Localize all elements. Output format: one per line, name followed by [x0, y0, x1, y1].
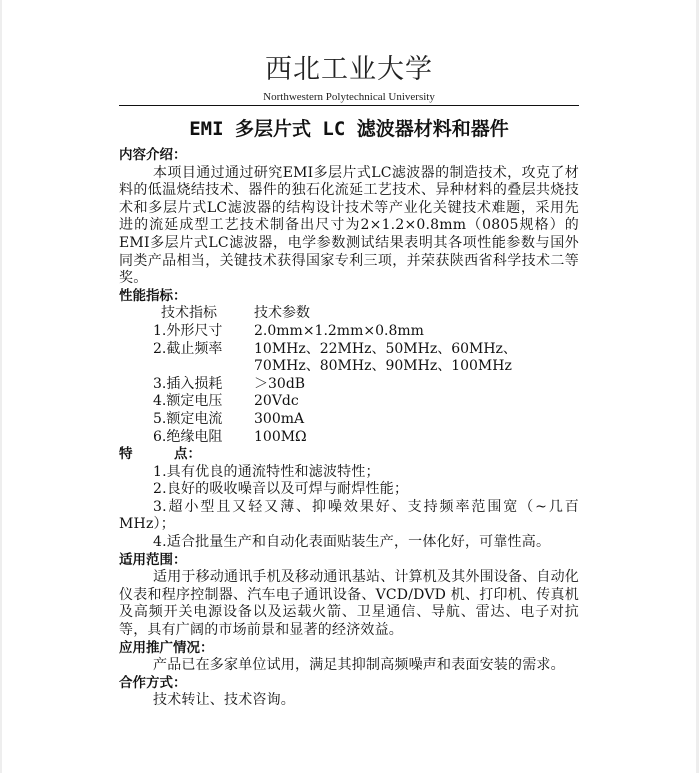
spec-row — [119, 376, 579, 394]
spec-value: 100MΩ — [254, 428, 307, 445]
features-heading-part-b: 点： — [174, 446, 201, 463]
features-heading — [119, 446, 579, 464]
university-name-cn: 西北工业大学 — [265, 54, 433, 85]
specs-heading: 性能指标： — [119, 287, 187, 304]
spec-value: 70MHz、80MHz、90MHz、100MHz — [254, 358, 512, 375]
scope-paragraph: 适用于移动通讯手机及移动通讯基站、计算机及其外围设备、自动化仪表和程序控制器、汽车电子通讯设备、VCD/DVD 机、打印机、传真机及高频开关电源设备以及运载火箭、卫星通信、导航、雷达、电子对抗等，具有广阔的市场前景和显著的经济效益。 — [119, 569, 579, 639]
features-heading-part-a: 特 — [119, 446, 133, 463]
spec-row — [119, 429, 579, 447]
cooperation-paragraph: 技术转让、技术咨询。 — [153, 692, 295, 709]
spec-row — [119, 411, 579, 429]
spec-name: 3.插入损耗 — [153, 375, 223, 392]
specs-col-header-indicator: 技术指标 — [161, 305, 217, 322]
spec-value: 10MHz、22MHz、50MHz、60MHz、 — [254, 340, 517, 357]
university-name-en: Northwestern Polytechnical University — [263, 91, 435, 103]
document-title: EMI 多层片式 LC 滤波器材料和器件 — [189, 118, 509, 140]
spec-name: 4.额定电压 — [153, 393, 223, 410]
specs-col-header-parameter: 技术参数 — [254, 305, 310, 322]
spec-name: 6.绝缘电阻 — [153, 428, 223, 445]
intro-paragraph: 本项目通过通过研究EMI多层片式LC滤波器的制造技术，攻克了材料的低温烧结技术、器件的独石化流延工艺技术、异种材料的叠层共烧技术和多层片式LC滤波器的结构设计技术等产业化关键技术难题，采用先进的流延成型工艺技术制备出尺寸为2×1.2×0.8mm（0805规格）的EMI多层片式LC滤波器，电学参数测试结果表明其各项性能参数与国外同类产品相当，关键技术获得国家专利三项，并荣获陕西省科学技术二等奖。 — [119, 164, 579, 287]
application-paragraph: 产品已在多家单位试用，满足其抑制高频噪声和表面安装的需求。 — [153, 657, 565, 674]
spec-name-empty — [119, 358, 254, 376]
page-edge-left — [0, 0, 2, 773]
document-body — [119, 147, 579, 710]
feature-item: 3.超小型且又轻又薄、抑噪效果好、支持频率范围宽（~几百MHz）； — [119, 498, 579, 533]
specs-header-row — [119, 305, 579, 323]
spec-value: 20Vdc — [254, 393, 299, 410]
spec-row — [119, 393, 579, 411]
cooperation-heading: 合作方式： — [119, 674, 187, 691]
feature-item: 2.良好的吸收噪音以及可焊与耐焊性能； — [153, 481, 409, 498]
intro-heading: 内容介绍： — [119, 147, 187, 163]
spec-value: 300mA — [254, 410, 305, 427]
spec-name: 1.外形尺寸 — [153, 322, 223, 339]
spec-value: 2.0mm×1.2mm×0.8mm — [254, 322, 424, 339]
feature-item: 1.具有优良的通流特性和滤波特性； — [153, 463, 380, 480]
header-rule — [119, 105, 579, 106]
scope-heading: 适用范围： — [119, 551, 187, 568]
spec-row — [119, 341, 579, 359]
spec-value: ＞30dB — [254, 375, 306, 392]
spec-name: 5.额定电流 — [153, 410, 223, 427]
spec-row — [119, 323, 579, 341]
spec-name: 2.截止频率 — [153, 340, 223, 357]
application-heading: 应用推广情况： — [119, 639, 214, 656]
feature-item: 4.适合批量生产和自动化表面贴装生产，一体化好，可靠性高。 — [153, 534, 551, 551]
spec-row-continuation — [119, 358, 579, 376]
